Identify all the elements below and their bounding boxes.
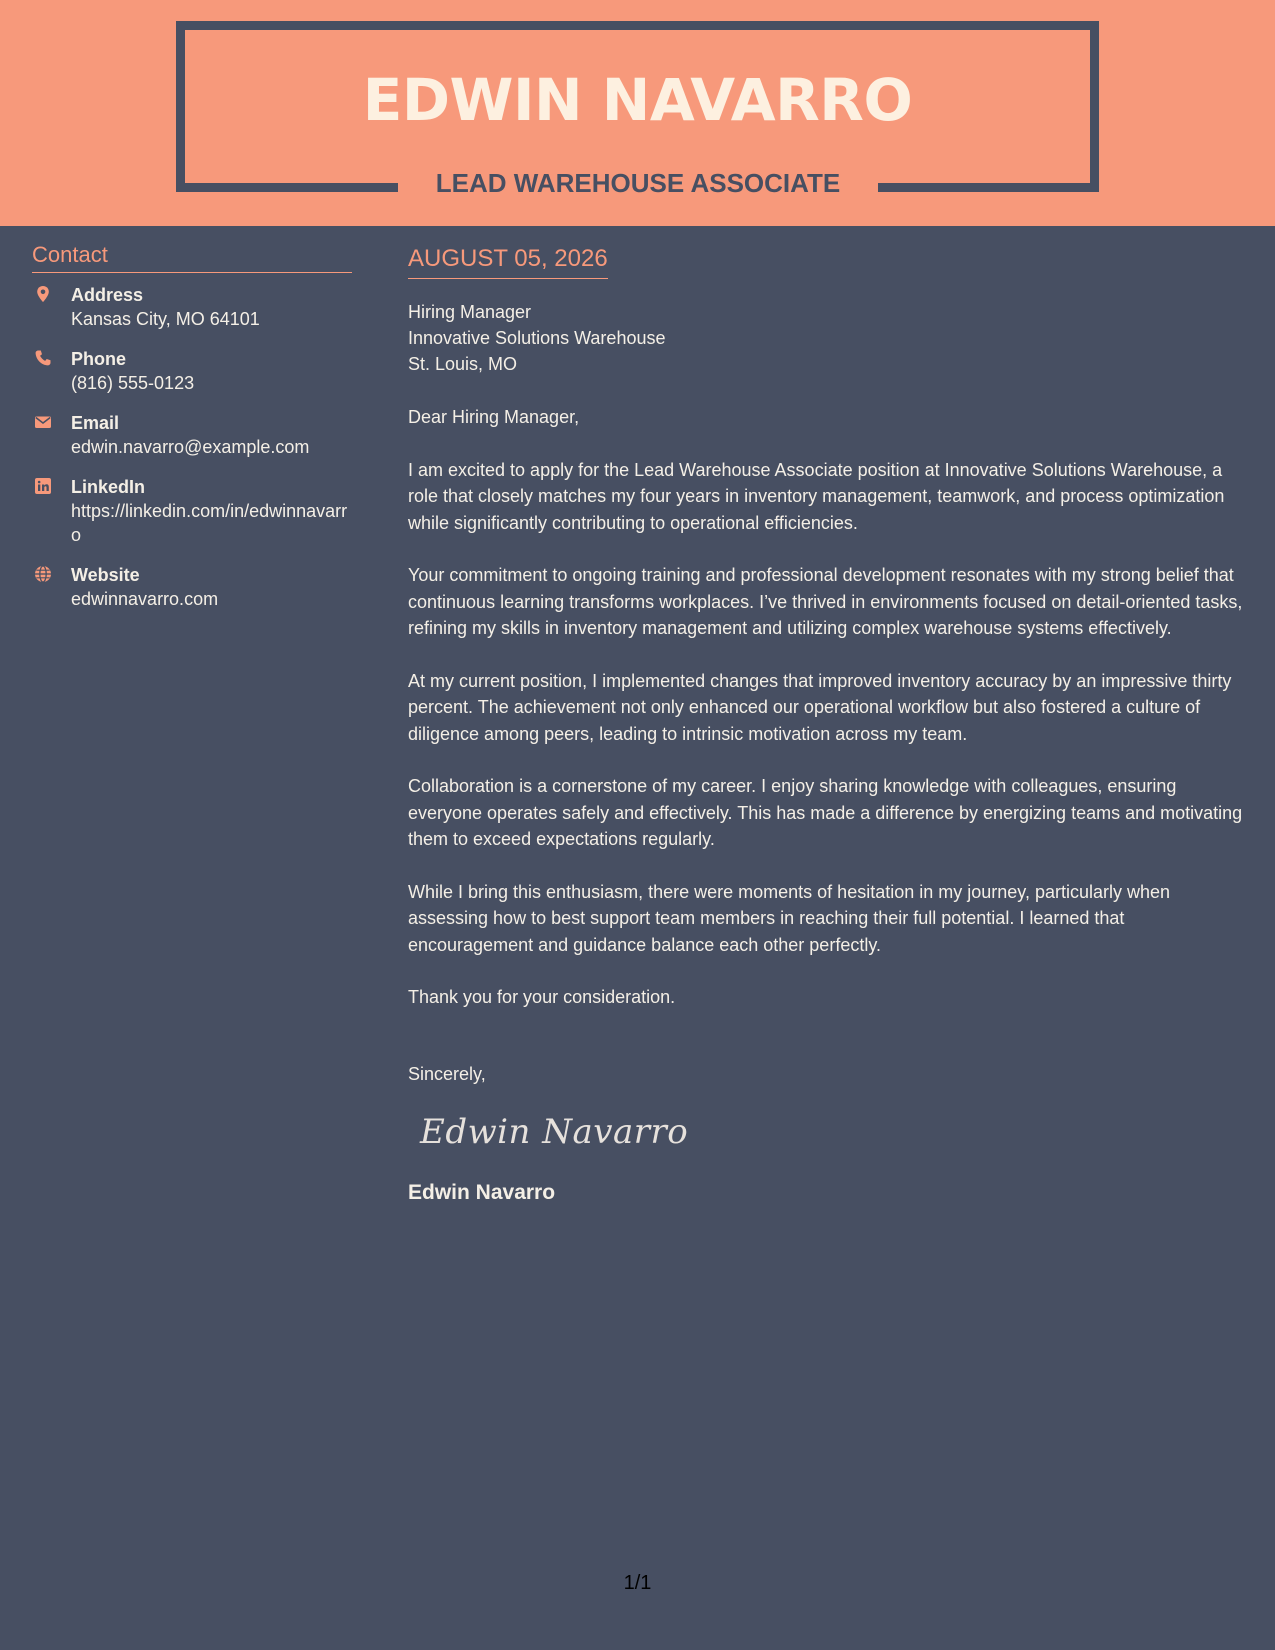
globe-icon (34, 565, 52, 583)
contact-label: Website (71, 565, 140, 585)
recipient-line: Innovative Solutions Warehouse (408, 328, 666, 348)
applicant-name: EDWIN NAVARRO (362, 66, 913, 134)
thanks-line: Thank you for your consideration. (408, 987, 676, 1007)
contact-item-address (32, 283, 352, 331)
contact-item-linkedin (32, 475, 352, 547)
recipient-block (408, 299, 1250, 377)
contact-item-phone (32, 347, 352, 395)
job-title: LEAD WAREHOUSE ASSOCIATE (398, 162, 878, 204)
body-paragraph: I am excited to apply for the Lead Warehouse Associate position at Innovative Solutions Warehouse, a role that closely matches my four years in inventory management, teamwork, and process optimization while significantly contributing to operational efficiencies. (408, 459, 1225, 533)
contact-label: Email (71, 413, 120, 433)
contact-item-website (32, 563, 352, 611)
body-paragraph: Your commitment to ongoing training and professional development resonates with my strong belief that continuous learning transforms workplaces. I’ve thrived in environments focused on detail-oriented tasks, refining my skills in inventory management and utilizing complex warehouse systems effectively. (408, 565, 1243, 638)
linkedin-value[interactable]: https://linkedin.com/in/edwinnavarro (71, 501, 348, 545)
greeting: Dear Hiring Manager, (408, 407, 580, 427)
letter-body (408, 244, 1250, 1207)
contact-label: LinkedIn (71, 477, 146, 497)
header-banner (0, 0, 1275, 226)
recipient-line: Hiring Manager (408, 302, 532, 322)
email-value[interactable]: edwin.navarro@example.com (71, 437, 310, 457)
phone-value: (816) 555-0123 (71, 373, 195, 393)
phone-icon (34, 349, 52, 367)
address-value: Kansas City, MO 64101 (71, 309, 260, 329)
letter-date: AUGUST 05, 2026 (408, 244, 608, 279)
linkedin-icon (34, 477, 52, 495)
contact-item-email (32, 411, 352, 459)
recipient-line: St. Louis, MO (408, 354, 518, 374)
handwritten-signature: Edwin Navarro (420, 1112, 689, 1152)
body-paragraph: At my current position, I implemented changes that improved inventory accuracy by an impressive thirty percent. The achievement not only enhanced our operational workflow but also fostered a culture of diligence among peers, leading to intrinsic motivation across my team. (408, 670, 1232, 744)
email-icon (34, 413, 52, 431)
signed-name: Edwin Navarro (408, 1181, 556, 1204)
contact-heading: Contact (32, 240, 352, 273)
contact-label: Phone (71, 349, 127, 369)
contact-sidebar (32, 240, 352, 627)
closing-line: Sincerely, (408, 1063, 486, 1084)
page-number: 1/1 (623, 1572, 652, 1594)
body-paragraph: While I bring this enthusiasm, there were moments of hesitation in my journey, particularly when assessing how to best support team members in reaching their full potential. I learned that encouragement and guidance balance each other perfectly. (408, 881, 1171, 955)
contact-label: Address (71, 285, 144, 305)
map-pin-icon (34, 285, 52, 303)
body-paragraph: Collaboration is a cornerstone of my career. I enjoy sharing knowledge with colleagues, ensuring everyone operates safely and effectively. This has made a difference by energizing teams and motivating them to exceed expectations regularly. (408, 776, 1243, 849)
website-value[interactable]: edwinnavarro.com (71, 589, 219, 609)
